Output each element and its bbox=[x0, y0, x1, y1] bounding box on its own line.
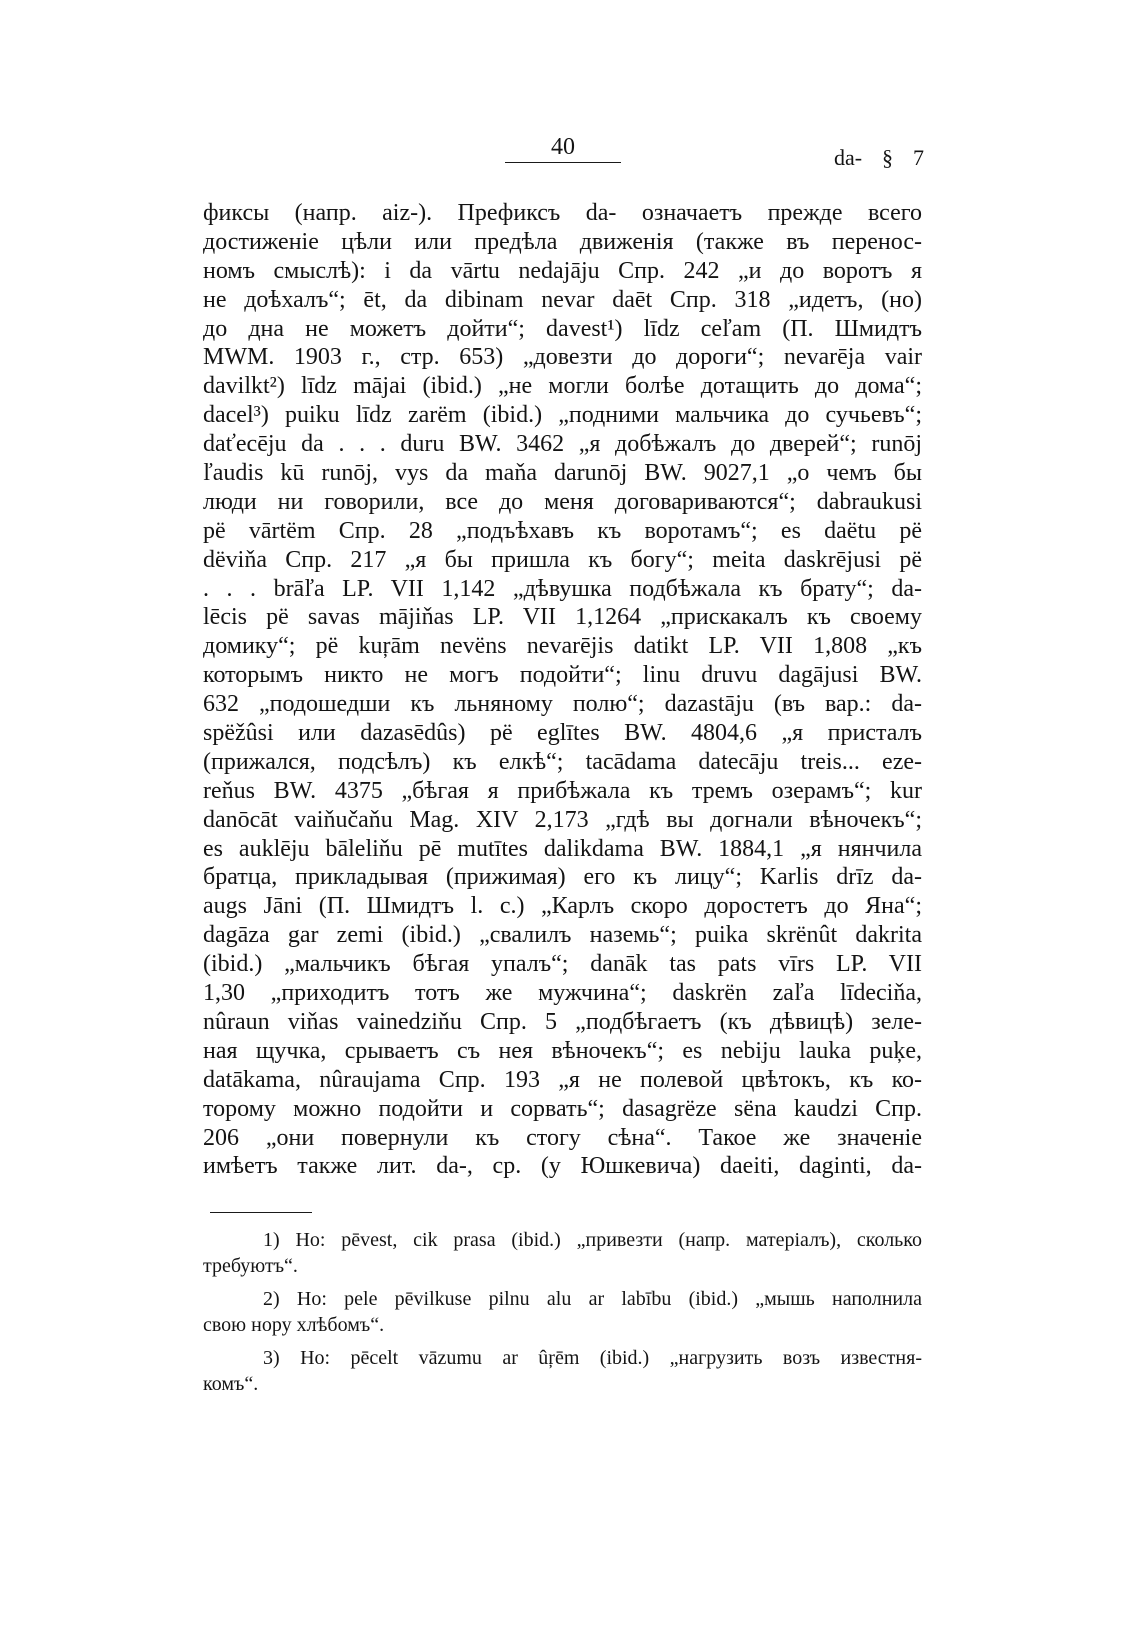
footnote-line: комъ“. bbox=[203, 1373, 259, 1395]
body-text-line: ная щучка, срываетъ съ нея вѣночекъ“; es nebiju lauka puķe, bbox=[203, 1037, 922, 1064]
body-text-line: augs Jāni (П. Шмидтъ l. c.) „Карлъ скоро доростетъ до Яна“; bbox=[203, 893, 922, 920]
body-text-line: es auklēju bāleliňu pē mutītes dalikdama BW. 1884,1 „я нянчила bbox=[203, 835, 922, 862]
body-text-line: dacel³) puiku līdz zarëm (ibid.) „подними мальчика до сучьевъ“; bbox=[203, 402, 922, 429]
body-text-line: dëviňa Спр. 217 „я бы пришла къ богу“; meita daskrējusi pë bbox=[203, 546, 922, 573]
body-text bbox=[203, 199, 922, 1181]
body-text-line: pë vārtëm Спр. 28 „подъѣхавъ къ воротамъ“; es daëtu pë bbox=[203, 517, 922, 544]
body-text-line: daťecēju da . . . duru BW. 3462 „я добѣжалъ до дверей“; runōj bbox=[203, 431, 922, 458]
body-text-line: достиженіе цѣли или предѣла движенія (также въ перенос- bbox=[203, 228, 922, 255]
body-text-line: . . . brāľa LP. VII 1,142 „дѣвушка подбѣжала къ брату“; da- bbox=[203, 575, 922, 602]
body-text-line: spëžûsi или dazasēdûs) pë eglītes BW. 4804,6 „я присталъ bbox=[203, 720, 922, 747]
body-text-line: ľaudis kū runōj, vys da maňa darunōj BW. 9027,1 „о чемъ бы bbox=[203, 460, 922, 487]
body-text-line: номъ смыслѣ): i da vārtu nedajāju Спр. 242 „и до воротъ я bbox=[203, 257, 922, 284]
body-text-line: (прижался, подсѣлъ) къ елкѣ“; tacādama datecāju treis... eze- bbox=[203, 748, 922, 775]
body-text-line: MWM. 1903 г., стр. 653) „довезти до дороги“; nevarēja vair bbox=[203, 344, 922, 371]
footnotes bbox=[203, 1227, 922, 1404]
body-text-line: davilkt²) līdz mājai (ibid.) „не могли болѣе дотащить до дома“; bbox=[203, 373, 922, 400]
footnote-line: 1) Ho: pēvest, cik prasa (ibid.) „привезти (напр. матеріалъ), сколько bbox=[263, 1229, 922, 1251]
body-text-line: домику“; pë kuŗām nevëns nevarējis datikt LP. VII 1,808 „къ bbox=[203, 633, 922, 660]
body-text-line: братца, прикладывая (прижимая) его къ лицу“; Karlis drīz da- bbox=[203, 864, 922, 891]
body-text-line: до дна не можетъ дойти“; davest¹) līdz ceľam (П. Шмидтъ bbox=[203, 315, 922, 342]
body-text-line: которымъ никто не могъ подойти“; linu druvu dagājusi BW. bbox=[203, 662, 922, 689]
footnote-line: 3) Ho: pēcelt vāzumu ar ûŗēm (ibid.) „нагрузить возъ известня- bbox=[263, 1347, 922, 1369]
body-text-line: имѣетъ также лит. da-, ср. (у Юшкевича) daeiti, daginti, da- bbox=[203, 1153, 922, 1180]
body-text-line: datākama, nûraujama Спр. 193 „я не полевой цвѣтокъ, къ ко- bbox=[203, 1066, 922, 1093]
body-text-line: фиксы (напр. aiz-). Префиксъ da- означаетъ прежде всего bbox=[203, 200, 922, 226]
footnote-3 bbox=[203, 1345, 922, 1397]
body-text-line: lēcis pë savas mājiňas LP. VII 1,1264 „прискакалъ къ своему bbox=[203, 604, 922, 631]
body-text-line: danōcāt vaiňučaňu Mag. XIV 2,173 „гдѣ вы догнали вѣночекъ“; bbox=[203, 806, 922, 833]
body-text-line: не доѣхалъ“; ēt, da dibinam nevar daēt Спр. 318 „идетъ, (но) bbox=[203, 286, 922, 313]
body-text-line: торому можно подойти и сорвать“; dasagrëze sëna kaudzi Спр. bbox=[203, 1095, 922, 1122]
footnote-2 bbox=[203, 1286, 922, 1338]
body-text-line: reňus BW. 4375 „бѣгая я прибѣжала къ тремъ озерамъ“; kur bbox=[203, 777, 922, 804]
body-text-line: dagāza gar zemi (ibid.) „свалилъ наземь“; puika skrënût dakrita bbox=[203, 922, 922, 949]
body-text-line: (ibid.) „мальчикъ бѣгая упалъ“; danāk tas pats vīrs LP. VII bbox=[203, 951, 922, 978]
body-text-line: 632 „подошедши къ льняному полю“; dazastāju (въ вар.: da- bbox=[203, 691, 922, 718]
body-text-line: nûraun viňas vainedziňu Спр. 5 „подбѣгаетъ (къ дѣвицѣ) зеле- bbox=[203, 1008, 922, 1035]
body-text-line: люди ни говорили, все до меня договариваются“; dabraukusi bbox=[203, 488, 922, 515]
body-text-line: 206 „они повернули къ стогу сѣна“. Такое же значеніе bbox=[203, 1124, 922, 1151]
running-head: da- § 7 bbox=[834, 145, 924, 170]
footnote-line: свою нору хлѣбомъ“. bbox=[203, 1314, 385, 1336]
footnote-rule bbox=[210, 1212, 312, 1213]
footnote-1 bbox=[203, 1227, 922, 1279]
footnote-line: 2) Ho: pele pēvilkuse pilnu alu ar labību (ibid.) „мышь наполнила bbox=[263, 1288, 922, 1310]
footnote-line: требуютъ“. bbox=[203, 1255, 298, 1277]
page-number: 40 bbox=[505, 134, 621, 163]
body-text-line: 1,30 „приходитъ тотъ же мужчина“; daskrën zaľa līdeciňa, bbox=[203, 980, 922, 1007]
